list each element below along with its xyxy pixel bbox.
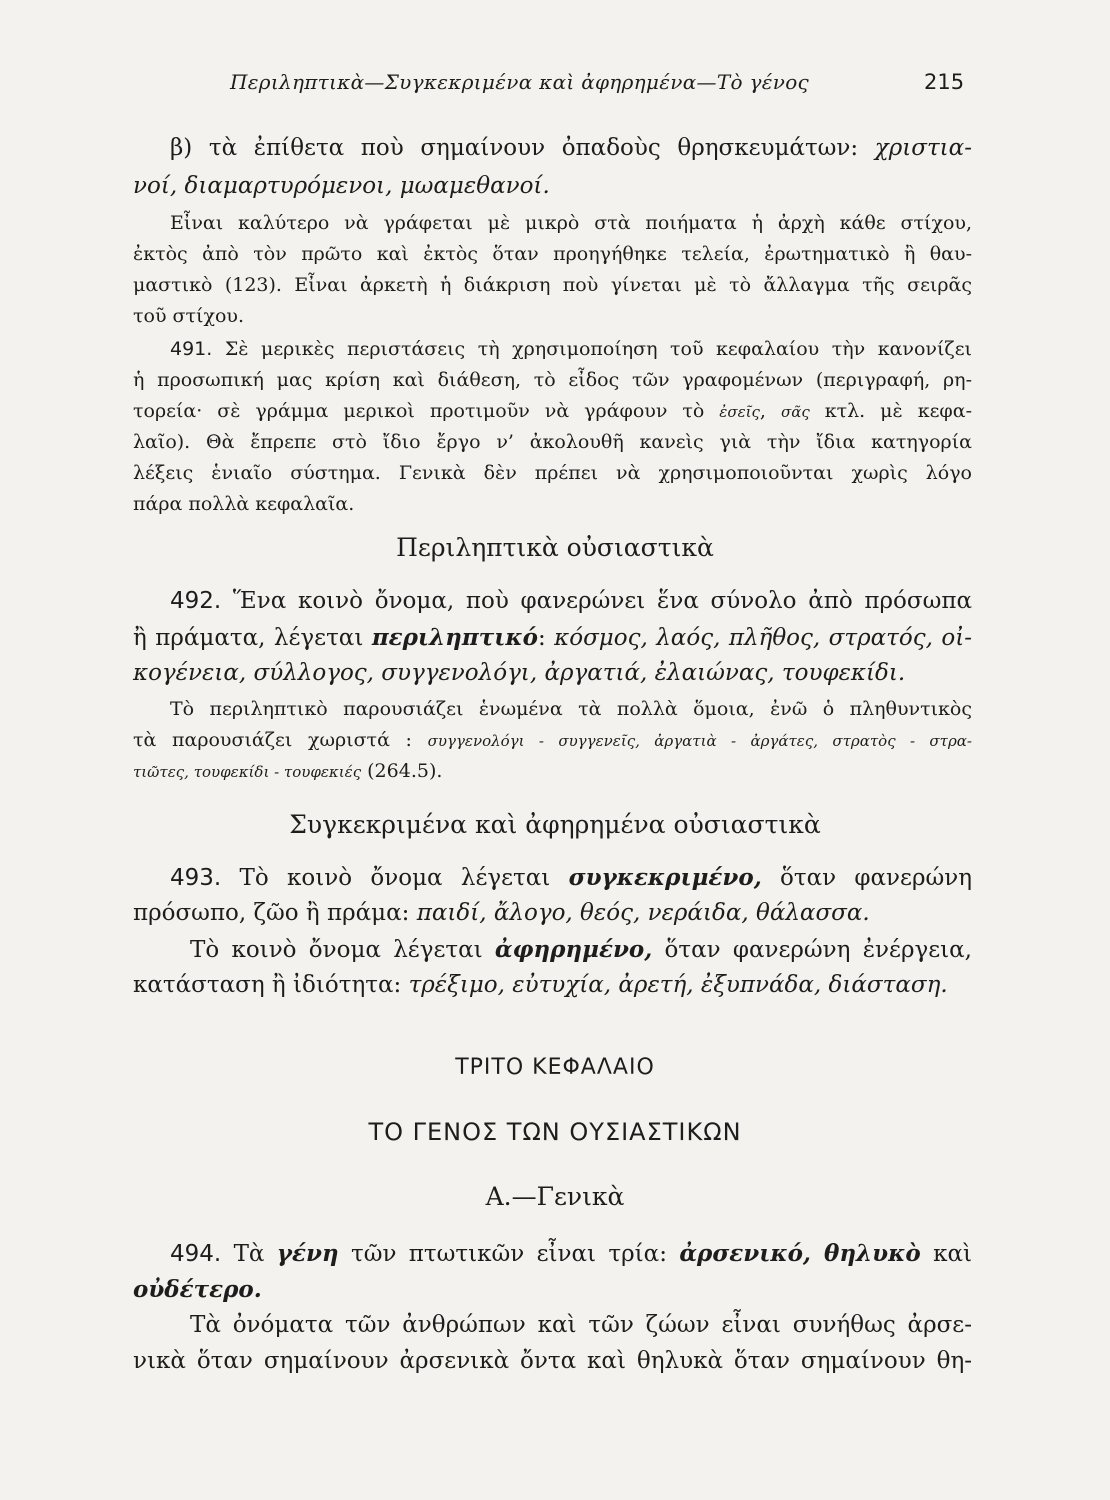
note-b-line-2 [133, 729, 972, 751]
heading-concrete-abstract-text: Συγκεκριμένα καὶ ἀφηρημένα οὐσιαστικὰ [289, 810, 821, 839]
para-493-number: 493. [170, 865, 222, 891]
term-genders: γένη [276, 1240, 339, 1267]
para-493-line-3-end: ὅταν φανερώνη ἐνέργεια, [652, 937, 972, 963]
sec-b-examples-1: χριστια- [874, 135, 972, 161]
sec-b-line-1 [170, 135, 972, 161]
note-b-line-1: Τὸ περιληπτικὸ παρουσιάζει ἑνωμένα τὰ πολλὰ ὅμοια, ἐνῶ ὁ πληθυντικὸς [170, 698, 972, 720]
para-491-example-eseis: ἐσεῖς [719, 403, 760, 421]
chapter-title: ΤΟ ΓΕΝΟΣ ΤΩΝ ΟΥΣΙΑΣΤΙΚΩΝ [368, 1118, 742, 1146]
para-492-line-2-text: ἢ πράματα, λέγεται [133, 625, 372, 651]
para-494-line-1 [170, 1240, 972, 1267]
section-general: Α.—Γενικὰ [485, 1182, 625, 1211]
page-number: 215 [924, 70, 965, 94]
para-494-line-3: Τὰ ὀνόματα τῶν ἀνθρώπων καὶ τῶν ζώων εἶναι συνήθως ἀρσε- [190, 1312, 972, 1338]
para-491-line-4: λαῖο). Θὰ ἔπρεπε στὸ ἴδιο ἔργο ν’ ἀκολουθῆ κανεὶς γιὰ τὴν ἴδια κατηγορία [133, 431, 972, 453]
sec-b-text: β) τὰ ἐπίθετα ποὺ σημαίνουν ὀπαδοὺς θρησκευμάτων: [170, 135, 875, 161]
note-a-line-1: Εἶναι καλύτερο νὰ γράφεται μὲ μικρὸ στὰ ποιήματα ἡ ἀρχὴ κάθε στίχου, [170, 212, 972, 234]
para-492-examples-1: κόσμος, λαός, πλῆθος, στρατός, οἰ- [554, 625, 973, 651]
running-header: Περιληπτικὰ—Συγκεκριμένα καὶ ἀφηρημένα—Τὸ γένος [230, 70, 810, 94]
para-491-line-3 [133, 400, 972, 422]
para-493-line-3-text: Τὸ κοινὸ ὄνομα λέγεται [190, 937, 495, 963]
term-abstract: ἀφηρημένο, [494, 936, 653, 963]
note-b-examples-2: τιῶτες, τουφεκίδι - τουφεκιές [133, 763, 362, 781]
para-493-line-2 [133, 900, 870, 926]
note-a-line-4: τοῦ στίχου. [133, 305, 245, 327]
para-491-line-1 [170, 338, 972, 360]
para-491-number: 491. [170, 338, 213, 360]
note-a-line-3: μαστικὸ (123). Εἶναι ἀρκετὴ ἡ διάκριση ποὺ γίνεται μὲ τὸ ἄλλαγμα τῆς σειρᾶς [133, 274, 972, 296]
note-b-line-3 [133, 760, 442, 782]
para-494-line-1-end: καὶ [920, 1241, 972, 1267]
para-492-line-1 [170, 588, 972, 614]
heading-collective-nouns: Περιληπτικὰ οὐσιαστικὰ [396, 533, 714, 562]
para-494-line-4: νικὰ ὅταν σημαίνουν ἀρσενικὰ ὄντα καὶ θηλυκὰ ὅταν σημαίνουν θη- [133, 1348, 972, 1374]
para-493-line-1 [170, 864, 972, 891]
para-491-text: Σὲ μερικὲς περιστάσεις τὴ χρησιμοποίηση τοῦ κεφαλαίου τὴν κανονίζει [212, 338, 972, 360]
note-b-examples-1: συγγενολόγι - συγγενεῖς, ἀργατιὰ - ἀργάτες, στρατὸς - στρα- [427, 732, 972, 750]
para-493-line-4-text: κατάσταση ἢ ἰδιότητα: [133, 972, 409, 998]
para-491-sep: , [759, 400, 781, 422]
para-492-number: 492. [170, 588, 222, 614]
para-493-line-4 [133, 972, 948, 998]
sec-b-line-2: νοί, διαμαρτυρόμενοι, μωαμεθανοί. [133, 173, 550, 199]
term-masc-fem: ἀρσενικό, θηλυκὸ [679, 1240, 921, 1267]
para-493-concrete-examples: παιδί, ἄλογο, θεός, νεράιδα, θάλασσα. [416, 900, 870, 926]
para-494-number: 494. [170, 1241, 222, 1267]
para-493-line-1-text: Τὸ κοινὸ ὄνομα λέγεται [221, 865, 569, 891]
para-494-line-1-mid: τῶν πτωτικῶν εἶναι τρία: [338, 1241, 680, 1267]
para-492-line-2 [133, 624, 972, 651]
note-b-line-2-text: τὰ παρουσιάζει χωριστά : [133, 729, 428, 751]
para-493-line-2-text: πρόσωπο, ζῶο ἢ πράμα: [133, 900, 417, 926]
para-491-line-6: πάρα πολλὰ κεφαλαῖα. [133, 493, 355, 515]
para-491-line-5: λέξεις ἑνιαῖο σύστημα. Γενικὰ δὲν πρέπει νὰ χρησιμοποιοῦνται χωρὶς λόγο [133, 462, 972, 484]
para-493-line-3 [190, 936, 972, 963]
para-493-line-1-end: ὅταν φανερώνη [761, 865, 972, 891]
para-492-text: Ἕνα κοινὸ ὄνομα, ποὺ φανερώνει ἕνα σύνολο ἀπὸ πρόσωπα [221, 588, 972, 614]
para-491-line-3-text: τορεία· σὲ γράμμα μερικοὶ προτιμοῦν νὰ γράφουν τὸ [133, 400, 720, 422]
note-a-line-2: ἐκτὸς ἀπὸ τὸν πρῶτο καὶ ἐκτὸς ὅταν προηγήθηκε τελεία, ἐρωτηματικὸ ἢ θαυ- [133, 243, 972, 265]
term-neuter: οὐδέτερο. [133, 1276, 262, 1303]
para-491-line-2: ἡ προσωπική μας κρίση καὶ διάθεση, τὸ εἶδος τῶν γραφομένων (περιγραφή, ρη- [133, 369, 972, 391]
term-collective: περιληπτικό [371, 624, 538, 651]
term-concrete: συγκεκριμένο, [568, 864, 762, 891]
para-493-abstract-examples: τρέξιμο, εὐτυχία, ἀρετή, ἐξυπνάδα, διάσταση. [408, 972, 948, 998]
para-492-colon: : [537, 625, 555, 651]
para-494-line-1-text: Τὰ [221, 1241, 277, 1267]
para-492-examples-2: κογένεια, σύλλογος, συγγενολόγι, ἀργατιά, ἐλαιώνας, τουφεκίδι. [133, 660, 906, 686]
note-b-reference: (264.5). [361, 760, 443, 782]
heading-concrete-abstract [0, 810, 1110, 839]
chapter-label: ΤΡΙΤΟ ΚΕΦΑΛΑΙΟ [455, 1055, 655, 1080]
para-491-example-sas: σᾶς [780, 403, 810, 421]
para-491-line-3-end: κτλ. μὲ κεφα- [809, 400, 972, 422]
